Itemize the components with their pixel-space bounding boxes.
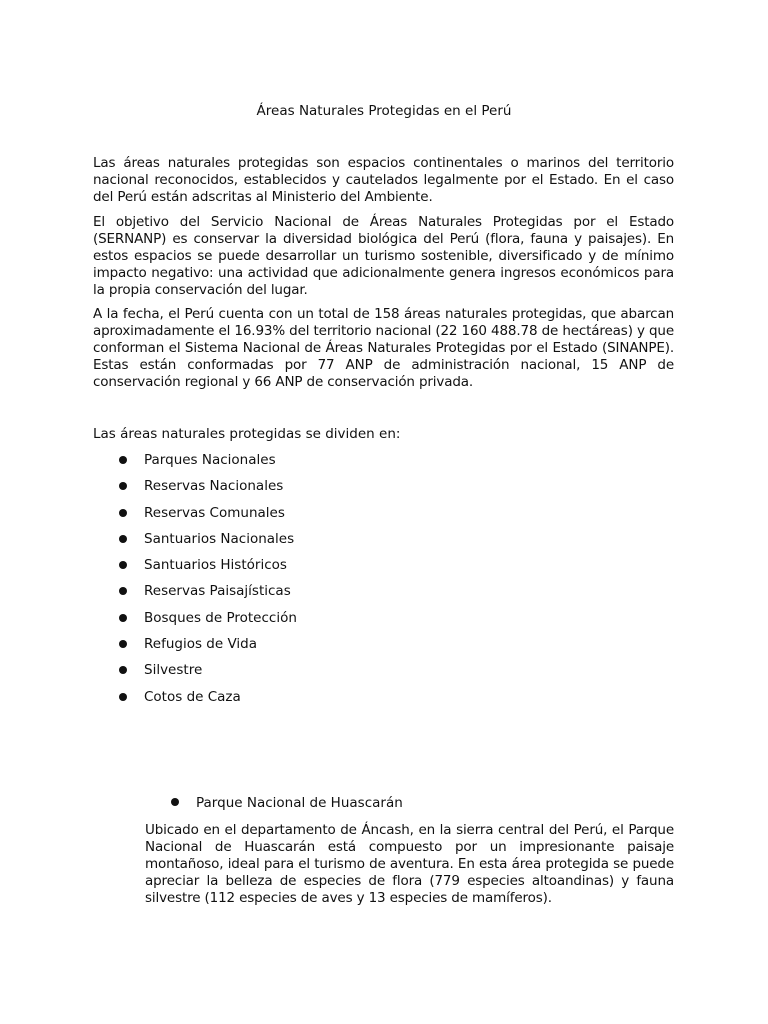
statistics-paragraph: A la fecha, el Perú cuenta con un total de 158 áreas naturales protegidas, que abarcan aproximadamente el 16.93% del territorio nacional (22 160 488.78 de hectáreas) y que conforman el Sistema Nacional de Áreas Naturales Protegidas por el Estado (SINANPE). Estas están conformadas por 77 ANP de administración nacional, 15 ANP de conservación regional y 66 ANP de conservación privada. xyxy=(93,306,674,391)
objective-paragraph: El objetivo del Servicio Nacional de Áreas Naturales Protegidas por el Estado (SERNANP) es conservar la diversidad biológica del Perú (flora, fauna y paisajes). En estos espacios se puede desarrollar un turismo sostenible, diversificado y de mínimo impacto negativo: una actividad que adicionalmente genera ingresos económicos para la propia conservación del lugar. xyxy=(93,214,674,299)
list-item-label: Santuarios Históricos xyxy=(144,557,287,574)
categories-heading: Las áreas naturales protegidas se dividen en: xyxy=(93,426,401,442)
bullet-icon xyxy=(119,587,127,595)
bullet-icon xyxy=(119,666,127,674)
document-title: Áreas Naturales Protegidas en el Perú xyxy=(256,103,512,119)
bullet-icon xyxy=(119,640,127,648)
bullet-icon xyxy=(119,482,127,490)
list-item-label: Reservas Paisajísticas xyxy=(144,583,291,600)
list-item-label: Reservas Nacionales xyxy=(144,478,284,495)
list-item-label: Silvestre xyxy=(144,662,203,679)
bullet-icon xyxy=(119,509,127,517)
intro-paragraph: Las áreas naturales protegidas son espacios continentales o marinos del territorio nacional reconocidos, establecidos y cautelados legalmente por el Estado. En el caso del Perú están adscritas al Ministerio del Ambiente. xyxy=(93,155,674,206)
park-description: Ubicado en el departamento de Áncash, en la sierra central del Perú, el Parque Nacional de Huascarán está compuesto por un impresionante paisaje montañoso, ideal para el turismo de aventura. En esta área protegida se puede apreciar la belleza de especies de flora (779 especies altoandinas) y fauna silvestre (112 especies de aves y 13 especies de mamíferos). xyxy=(145,822,674,907)
bullet-icon xyxy=(119,535,127,543)
bullet-icon xyxy=(119,693,127,701)
bullet-icon xyxy=(119,456,127,464)
list-item-label: Refugios de Vida xyxy=(144,636,257,653)
bullet-icon xyxy=(171,798,179,806)
list-item-label: Cotos de Caza xyxy=(144,688,241,705)
list-item-label: Bosques de Protección xyxy=(144,609,297,626)
bullet-icon xyxy=(119,561,127,569)
list-item-label: Parques Nacionales xyxy=(144,452,276,468)
list-item-label: Reservas Comunales xyxy=(144,504,285,521)
bullet-icon xyxy=(119,614,127,622)
park-heading-label: Parque Nacional de Huascarán xyxy=(196,795,403,811)
list-item-label: Santuarios Nacionales xyxy=(144,530,295,547)
